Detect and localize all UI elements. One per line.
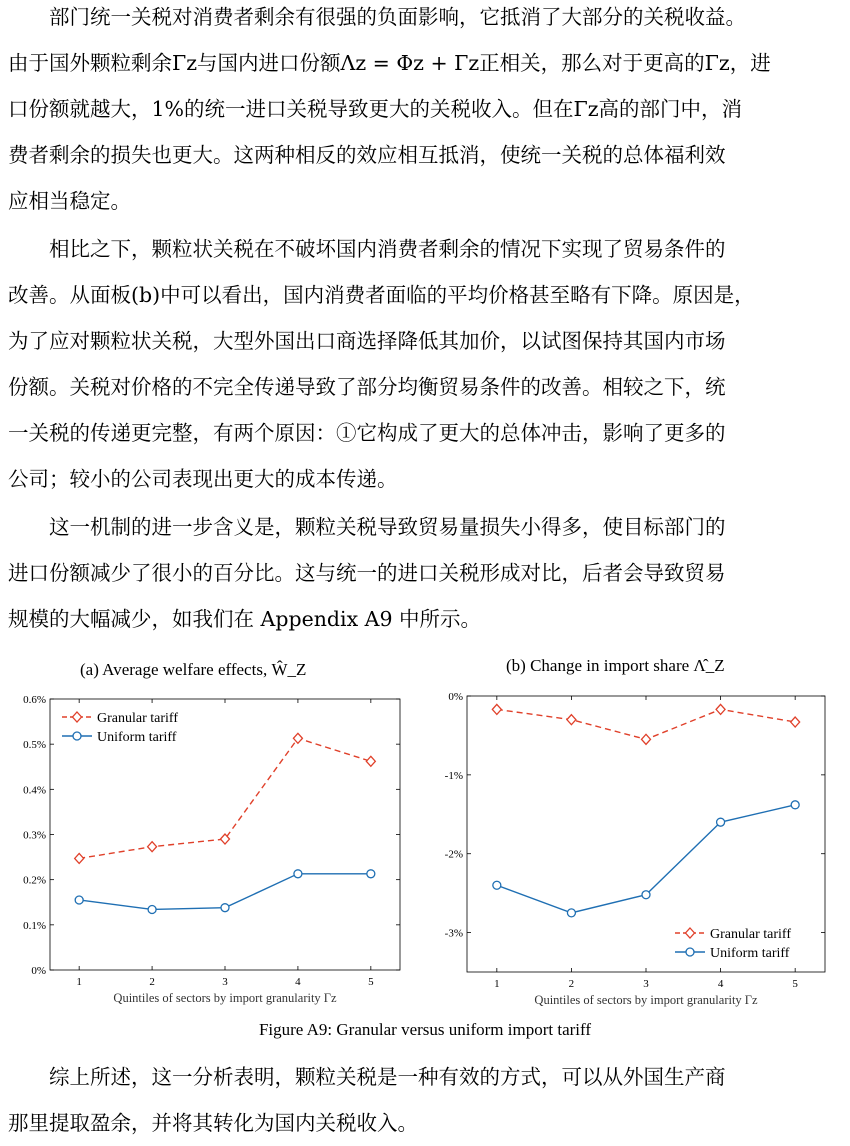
text-line: 规模的大幅减少，如我们在 Appendix A9 中所示。 xyxy=(8,607,482,631)
y-tick-label: 0.5% xyxy=(23,739,46,752)
uniform-point xyxy=(294,870,302,878)
uniform-point xyxy=(791,801,799,809)
chart-b-title: (b) Change in import share Λ̂_Z xyxy=(506,656,725,675)
text-line: 一关税的传递更完整，有两个原因：①它构成了更大的总体冲击，影响了更多的 xyxy=(8,421,726,445)
text-line: 部门统一关税对消费者剩余有很强的负面影响，它抵消了大部分的关税收益。 xyxy=(49,5,746,29)
y-tick-label: 0% xyxy=(31,965,46,977)
text-line: 口份额就越大，1%的统一进口关税导致更大的关税收入。但在Γz高的部门中，消 xyxy=(8,97,743,121)
text-line: 那里提取盈余，并将其转化为国内关税收入。 xyxy=(8,1111,418,1135)
x-tick-label: 3 xyxy=(643,978,649,990)
x-tick-label: 1 xyxy=(494,978,500,990)
chart-b-import-share xyxy=(425,685,850,1015)
legend-diamond-icon xyxy=(73,712,82,722)
uniform-point xyxy=(493,881,501,889)
paragraph-3 xyxy=(8,504,834,642)
chart-a-title: (a) Average welfare effects, Ŵ_Z xyxy=(80,660,307,679)
y-tick-label: -3% xyxy=(444,927,463,940)
text-line: 应相当稳定。 xyxy=(8,189,131,213)
x-tick-label: 4 xyxy=(295,976,301,988)
uniform-point xyxy=(75,896,83,904)
legend-label: Uniform tariff xyxy=(97,730,177,745)
text-line: 为了应对颗粒状关税，大型外国出口商选择降低其加价，以试图保持其国内市场 xyxy=(8,329,726,353)
y-tick-label: -1% xyxy=(444,769,463,782)
uniform-point xyxy=(148,905,156,913)
text-line: 综上所述，这一分析表明，颗粒关税是一种有效的方式，可以从外国生产商 xyxy=(49,1065,726,1089)
x-tick-label: 2 xyxy=(149,976,155,988)
figure-caption: Figure A9: Granular versus uniform import tariff xyxy=(258,1020,592,1039)
granular-point xyxy=(293,733,302,743)
text-line: 份额。关税对价格的不完全传递导致了部分均衡贸易条件的改善。相较之下，统 xyxy=(8,375,726,399)
chart-a-welfare xyxy=(0,685,425,1015)
text-line: 这一机制的进一步含义是，颗粒关税导致贸易量损失小得多，使目标部门的 xyxy=(49,515,726,539)
text-line: 公司；较小的公司表现出更大的成本传递。 xyxy=(8,467,398,491)
text-line: 相比之下，颗粒状关税在不破坏国内消费者剩余的情况下实现了贸易条件的 xyxy=(49,237,726,261)
y-tick-label: 0% xyxy=(448,691,463,703)
granular-point xyxy=(366,756,375,766)
y-tick-label: 0.2% xyxy=(23,874,46,887)
granular-point xyxy=(492,704,501,714)
paragraph-2 xyxy=(8,226,834,502)
x-tick-label: 3 xyxy=(222,976,228,988)
x-tick-label: 5 xyxy=(368,976,374,988)
text-line: 由于国外颗粒剩余Γz与国内进口份额Λz = Φz + Γz正相关，那么对于更高的Γz，进 xyxy=(8,51,771,75)
granular-point xyxy=(75,853,84,863)
y-tick-label: -2% xyxy=(444,848,463,861)
y-tick-label: 0.1% xyxy=(23,919,46,932)
x-axis-label: Quintiles of sectors by import granularity Γz xyxy=(534,993,758,1007)
x-tick-label: 4 xyxy=(717,978,724,990)
uniform-point xyxy=(367,870,375,878)
x-tick-label: 1 xyxy=(76,976,82,988)
legend-label: Granular tariff xyxy=(710,927,791,942)
y-tick-label: 0.6% xyxy=(23,694,46,706)
y-tick-label: 0.3% xyxy=(23,829,46,842)
granular-point xyxy=(791,717,800,727)
text-line: 进口份额减少了很小的百分比。这与统一的进口关税形成对比，后者会导致贸易 xyxy=(8,561,726,585)
uniform-point xyxy=(642,891,650,899)
granular-point xyxy=(148,842,157,852)
x-tick-label: 5 xyxy=(792,978,798,990)
legend-label: Granular tariff xyxy=(97,711,178,726)
x-tick-label: 2 xyxy=(568,978,575,990)
legend-diamond-icon xyxy=(686,928,695,938)
uniform-point xyxy=(221,904,229,912)
paragraph-1 xyxy=(8,0,834,224)
granular-point xyxy=(567,715,576,725)
text-line: 改善。从面板(b)中可以看出，国内消费者面临的平均价格甚至略有下降。原因是， xyxy=(8,283,755,307)
y-tick-label: 0.4% xyxy=(23,784,46,797)
granular-point xyxy=(642,734,651,744)
legend-circle-icon xyxy=(686,948,694,956)
x-axis-label: Quintiles of sectors by import granularity Γz xyxy=(113,991,337,1005)
legend-label: Uniform tariff xyxy=(710,946,790,961)
text-line: 费者剩余的损失也更大。这两种相反的效应相互抵消，使统一关税的总体福利效 xyxy=(8,143,726,167)
uniform-point xyxy=(567,909,575,917)
closing-paragraph xyxy=(8,1054,834,1146)
uniform-point xyxy=(717,818,725,826)
granular-point xyxy=(716,704,725,714)
legend-circle-icon xyxy=(73,732,81,740)
